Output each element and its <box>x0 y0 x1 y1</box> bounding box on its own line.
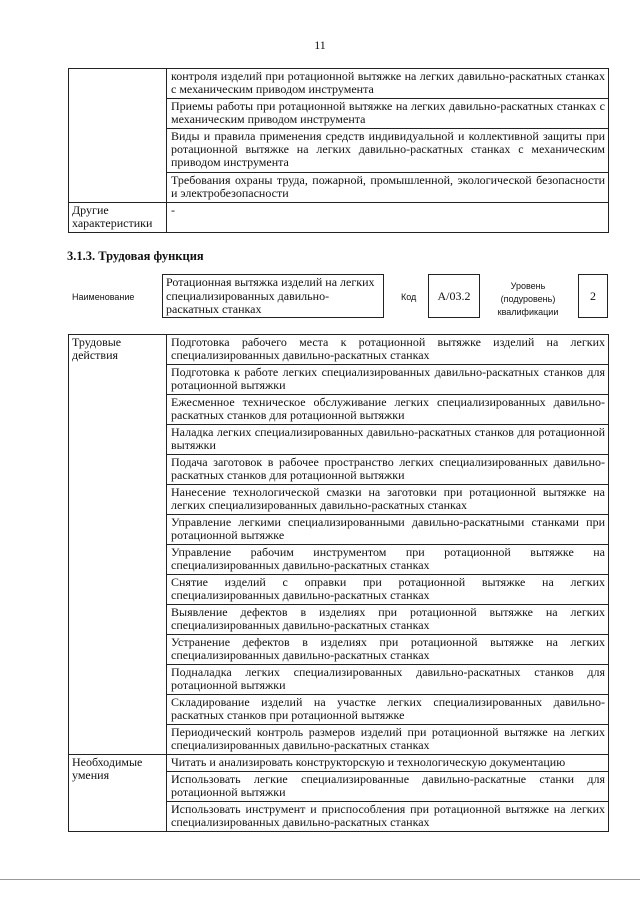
other-characteristics-value: - <box>167 203 609 233</box>
requirement-item: Приемы работы при ротационной вытяжке на легких давильно-раскатных станках с механическим приводом инструмента <box>167 99 609 129</box>
requirement-item: Требования охраны труда, пожарной, промышленной, экологической безопасности и электробезопасности <box>167 173 609 203</box>
name-label: Наименование <box>72 292 135 302</box>
labor-action-item: Подготовка рабочего места к ротационной вытяжке изделий на легких специализированных давильно-раскатных станках <box>167 335 609 365</box>
requirement-item: контроля изделий при ротационной вытяжке на легких давильно-раскатных станках с механическим приводом инструмента <box>167 69 609 99</box>
function-code: А/03.2 <box>428 274 480 318</box>
function-name: Ротационная вытяжка изделий на легких специализированных давильно-раскатных станках <box>162 274 384 318</box>
requirement-item: Виды и правила применения средств индивидуальной и коллективной защиты при ротационной вытяжке на легких давильно-раскатных станках с механическим приводом инструмента <box>167 129 609 173</box>
labor-action-item: Ежесменное техническое обслуживание легких специализированных давильно-раскатных станков для ротационной вытяжки <box>167 395 609 425</box>
required-skills-label: Необходимые умения <box>69 755 167 832</box>
table-row <box>69 69 609 99</box>
labor-action-item: Складирование изделий на участке легких специализированных давильно-раскатных станков при ротационной вытяжке <box>167 695 609 725</box>
labor-action-item: Наладка легких специализированных давильно-раскатных станков для ротационной вытяжки <box>167 425 609 455</box>
other-characteristics-label: Другие характеристики <box>69 203 167 233</box>
labor-action-item: Подача заготовок в рабочее пространство легких специализированных давильно-раскатных станков для ротационной вытяжки <box>167 455 609 485</box>
labor-action-item: Управление рабочим инструментом при ротационной вытяжке на специализированных давильно-раскатных станках <box>167 545 609 575</box>
qualification-level-label: Уровень (подуровень) квалификации <box>497 281 559 317</box>
table-row <box>69 335 609 365</box>
labor-function-table <box>68 334 609 832</box>
labor-action-item: Управление легкими специализированными давильно-раскатными станками при ротационной вытяжке <box>167 515 609 545</box>
labor-action-item: Подготовка к работе легких специализированных давильно-раскатных станков для ротационной вытяжки <box>167 365 609 395</box>
page-divider <box>0 879 640 880</box>
labor-action-item: Периодический контроль размеров изделий при ротационной вытяжке на легких специализированных давильно-раскатных станках <box>167 725 609 755</box>
labor-action-item: Подналадка легких специализированных давильно-раскатных станков для ротационной вытяжки <box>167 665 609 695</box>
qualification-level-value: 2 <box>578 274 608 318</box>
labor-actions-label: Трудовые действия <box>69 335 167 755</box>
labor-action-item: Нанесение технологической смазки на заготовки при ротационной вытяжке на легких специализированных давильно-раскатных станках <box>167 485 609 515</box>
empty-label-cell <box>69 69 167 203</box>
code-label: Код <box>401 292 417 302</box>
table-row <box>69 203 609 233</box>
requirements-table <box>68 68 609 233</box>
table-row <box>69 755 609 772</box>
required-skill-item: Использовать инструмент и приспособления при ротационной вытяжке на легких специализированных давильно-раскатных станках <box>167 802 609 832</box>
required-skill-item: Читать и анализировать конструкторскую и технологическую документацию <box>167 755 609 772</box>
page-number: 11 <box>314 38 326 52</box>
labor-action-item: Устранение дефектов в изделиях при ротационной вытяжке на легких специализированных давильно-раскатных станках <box>167 635 609 665</box>
required-skill-item: Использовать легкие специализированные давильно-раскатные станки для ротационной вытяжки <box>167 772 609 802</box>
labor-action-item: Снятие изделий с оправки при ротационной вытяжке на легких специализированных давильно-раскатных станках <box>167 575 609 605</box>
labor-action-item: Выявление дефектов в изделиях при ротационной вытяжке на легких специализированных давильно-раскатных станках <box>167 605 609 635</box>
section-title: 3.1.3. Трудовая функция <box>67 249 204 263</box>
